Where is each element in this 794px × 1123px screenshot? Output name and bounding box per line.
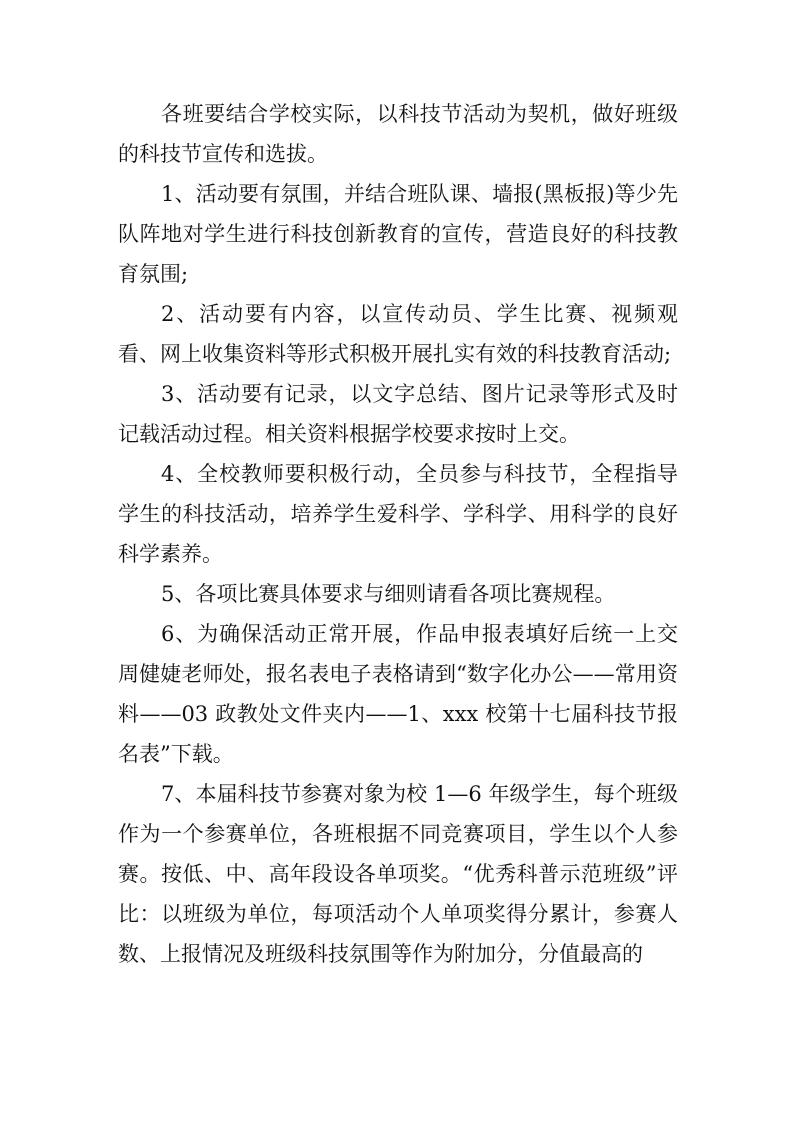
paragraph-item-4: 4、全校教师要积极行动，全员参与科技节，全程指导学生的科技活动，培养学生爱科学、学科学、用科学的良好科学素养。: [118, 462, 678, 566]
paragraph-item-5: 5、各项比赛具体要求与细则请看各项比赛规程。: [161, 582, 616, 606]
document-body: [118, 94, 678, 974]
paragraph-item-1: 1、活动要有氛围，并结合班队课、墙报(黑板报)等少先队阵地对学生进行科技创新教育的宣传，营造良好的科技教育氛围;: [118, 182, 678, 286]
paragraph-intro: 各班要结合学校实际，以科技节活动为契机，做好班级的科技节宣传和选拔。: [118, 102, 678, 166]
paragraph-item-2: 2、活动要有内容，以宣传动员、学生比赛、视频观看、网上收集资料等形式积极开展扎实有效的科技教育活动;: [118, 302, 678, 366]
paragraph-item-3: 3、活动要有记录，以文字总结、图片记录等形式及时记载活动过程。相关资料根据学校要求按时上交。: [118, 382, 678, 446]
paragraph-item-6: 6、为确保活动正常开展，作品申报表填好后统一上交周健婕老师处，报名表电子表格请到“数字化办公——常用资料——03 政教处文件夹内——1、xxx 校第十七届科技节报名表”下载。: [118, 622, 678, 766]
paragraph-item-7: 7、本届科技节参赛对象为校 1—6 年级学生，每个班级作为一个参赛单位，各班根据不同竞赛项目，学生以个人参赛。按低、中、高年段设各单项奖。“优秀科普示范班级”评比：以班级为单位，每项活动个人单项奖得分累计，参赛人数、上报情况及班级科技氛围等作为附加分，分值最高的: [118, 782, 678, 966]
